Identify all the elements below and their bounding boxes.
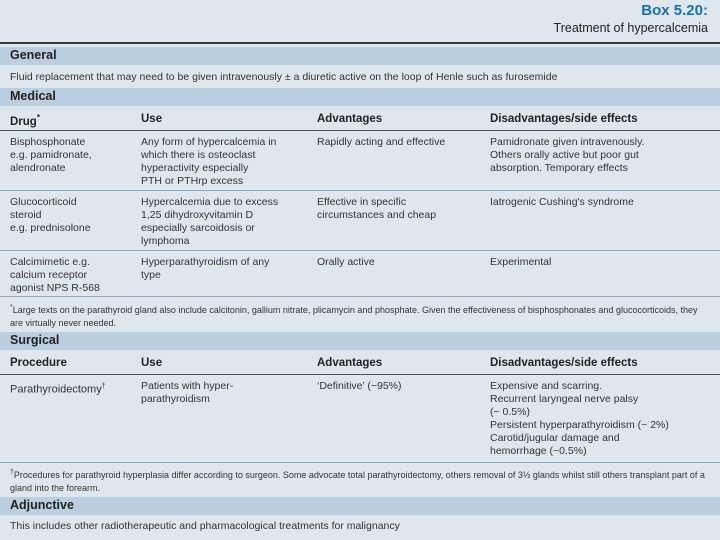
table-row-procedure: Parathyroidectomy†	[10, 383, 106, 396]
table-row-disadvantages: Experimental	[490, 256, 552, 268]
col-disadvantages: Disadvantages/side effects	[490, 113, 638, 125]
medical-footnote-mark: *	[10, 304, 13, 311]
adjunctive-text: This includes other radiotherapeutic and pharmacological treatments for malignancy	[10, 520, 400, 532]
row-divider	[0, 462, 720, 463]
drug-footnote-mark: *	[36, 113, 40, 122]
col-use: Use	[141, 357, 163, 369]
medical-title: Medical	[10, 89, 56, 103]
col-advantages: Advantages	[317, 357, 383, 369]
row-divider	[0, 190, 720, 191]
table-row-drug: Calcimimetic e.g. calcium receptor agonist NPS R-568	[10, 256, 100, 294]
adjunctive-title: Adjunctive	[10, 498, 74, 512]
table-row-disadvantages: Expensive and scarring. Recurrent laryngeal nerve palsy (~ 0.5%) Persistent hyperparathyroidism (~ 2%) Carotid/jugular damage and hemorrhage (~0.5%)	[490, 380, 669, 457]
table-row-disadvantages: Pamidronate given intravenously. Others orally active but poor gut absorption. Temporary effects	[490, 136, 645, 174]
procedure-footnote-mark: †	[101, 383, 106, 390]
table-row-advantages: Orally active	[317, 256, 375, 268]
col-drug: Drug*	[10, 113, 40, 128]
row-divider	[0, 250, 720, 251]
box-header	[554, 2, 708, 36]
surgical-footnote-mark: †	[10, 469, 14, 476]
table-row-use: Hyperparathyroidism of any type	[141, 256, 270, 281]
table-row-use: Any form of hypercalcemia in which there is osteoclast hyperactivity especially PTH or PTHrp excess	[141, 136, 277, 187]
col-disadvantages: Disadvantages/side effects	[490, 357, 638, 369]
general-title: General	[10, 48, 57, 62]
medical-band	[0, 88, 720, 106]
row-divider	[0, 296, 720, 297]
surgical-title: Surgical	[10, 333, 60, 347]
box-number: Box 5.20:	[641, 2, 708, 19]
col-advantages: Advantages	[317, 113, 383, 125]
surgical-header-rule	[0, 374, 720, 375]
col-use: Use	[141, 113, 163, 125]
surgical-band	[0, 332, 720, 350]
table-row-disadvantages: Iatrogenic Cushing's syndrome	[490, 196, 634, 208]
box-title: Treatment of hypercalcemia	[553, 21, 708, 35]
table-row-advantages: Effective in specific circumstances and cheap	[317, 196, 437, 221]
table-row-drug: Glucocorticoid steroid e.g. prednisolone	[10, 196, 91, 234]
col-procedure: Procedure	[10, 357, 67, 369]
medical-footnote: *Large texts on the parathyroid gland also include calcitonin, gallium nitrate, plicamycin and phosphate. Given the effectiveness of bisphosphonates and glucocorticoids, they are virtually never needed.	[10, 304, 698, 328]
medical-header-rule	[0, 130, 720, 131]
top-rule	[0, 42, 720, 44]
adjunctive-band	[0, 497, 720, 515]
table-row-advantages: Rapidly acting and effective	[317, 136, 446, 148]
general-band	[0, 47, 720, 65]
table-row-use: Hypercalcemia due to excess 1,25 dihydroxyvitamin D especially sarcoidosis or lymphoma	[141, 196, 279, 247]
surgical-footnote: †Procedures for parathyroid hyperplasia differ according to surgeon. Some advocate total parathyroidectomy, others removal of 3½ glands whilst still others transplant part of a gland into the forearm.	[10, 469, 705, 493]
table-row-use: Patients with hyper- parathyroidism	[141, 380, 234, 405]
table-row-drug: Bisphosphonate e.g. pamidronate, alendronate	[10, 136, 92, 174]
table-row-advantages: ‘Definitive’ (~95%)	[317, 380, 402, 392]
general-text: Fluid replacement that may need to be given intravenously ± a diuretic active on the loop of Henle such as furosemide	[10, 71, 558, 83]
